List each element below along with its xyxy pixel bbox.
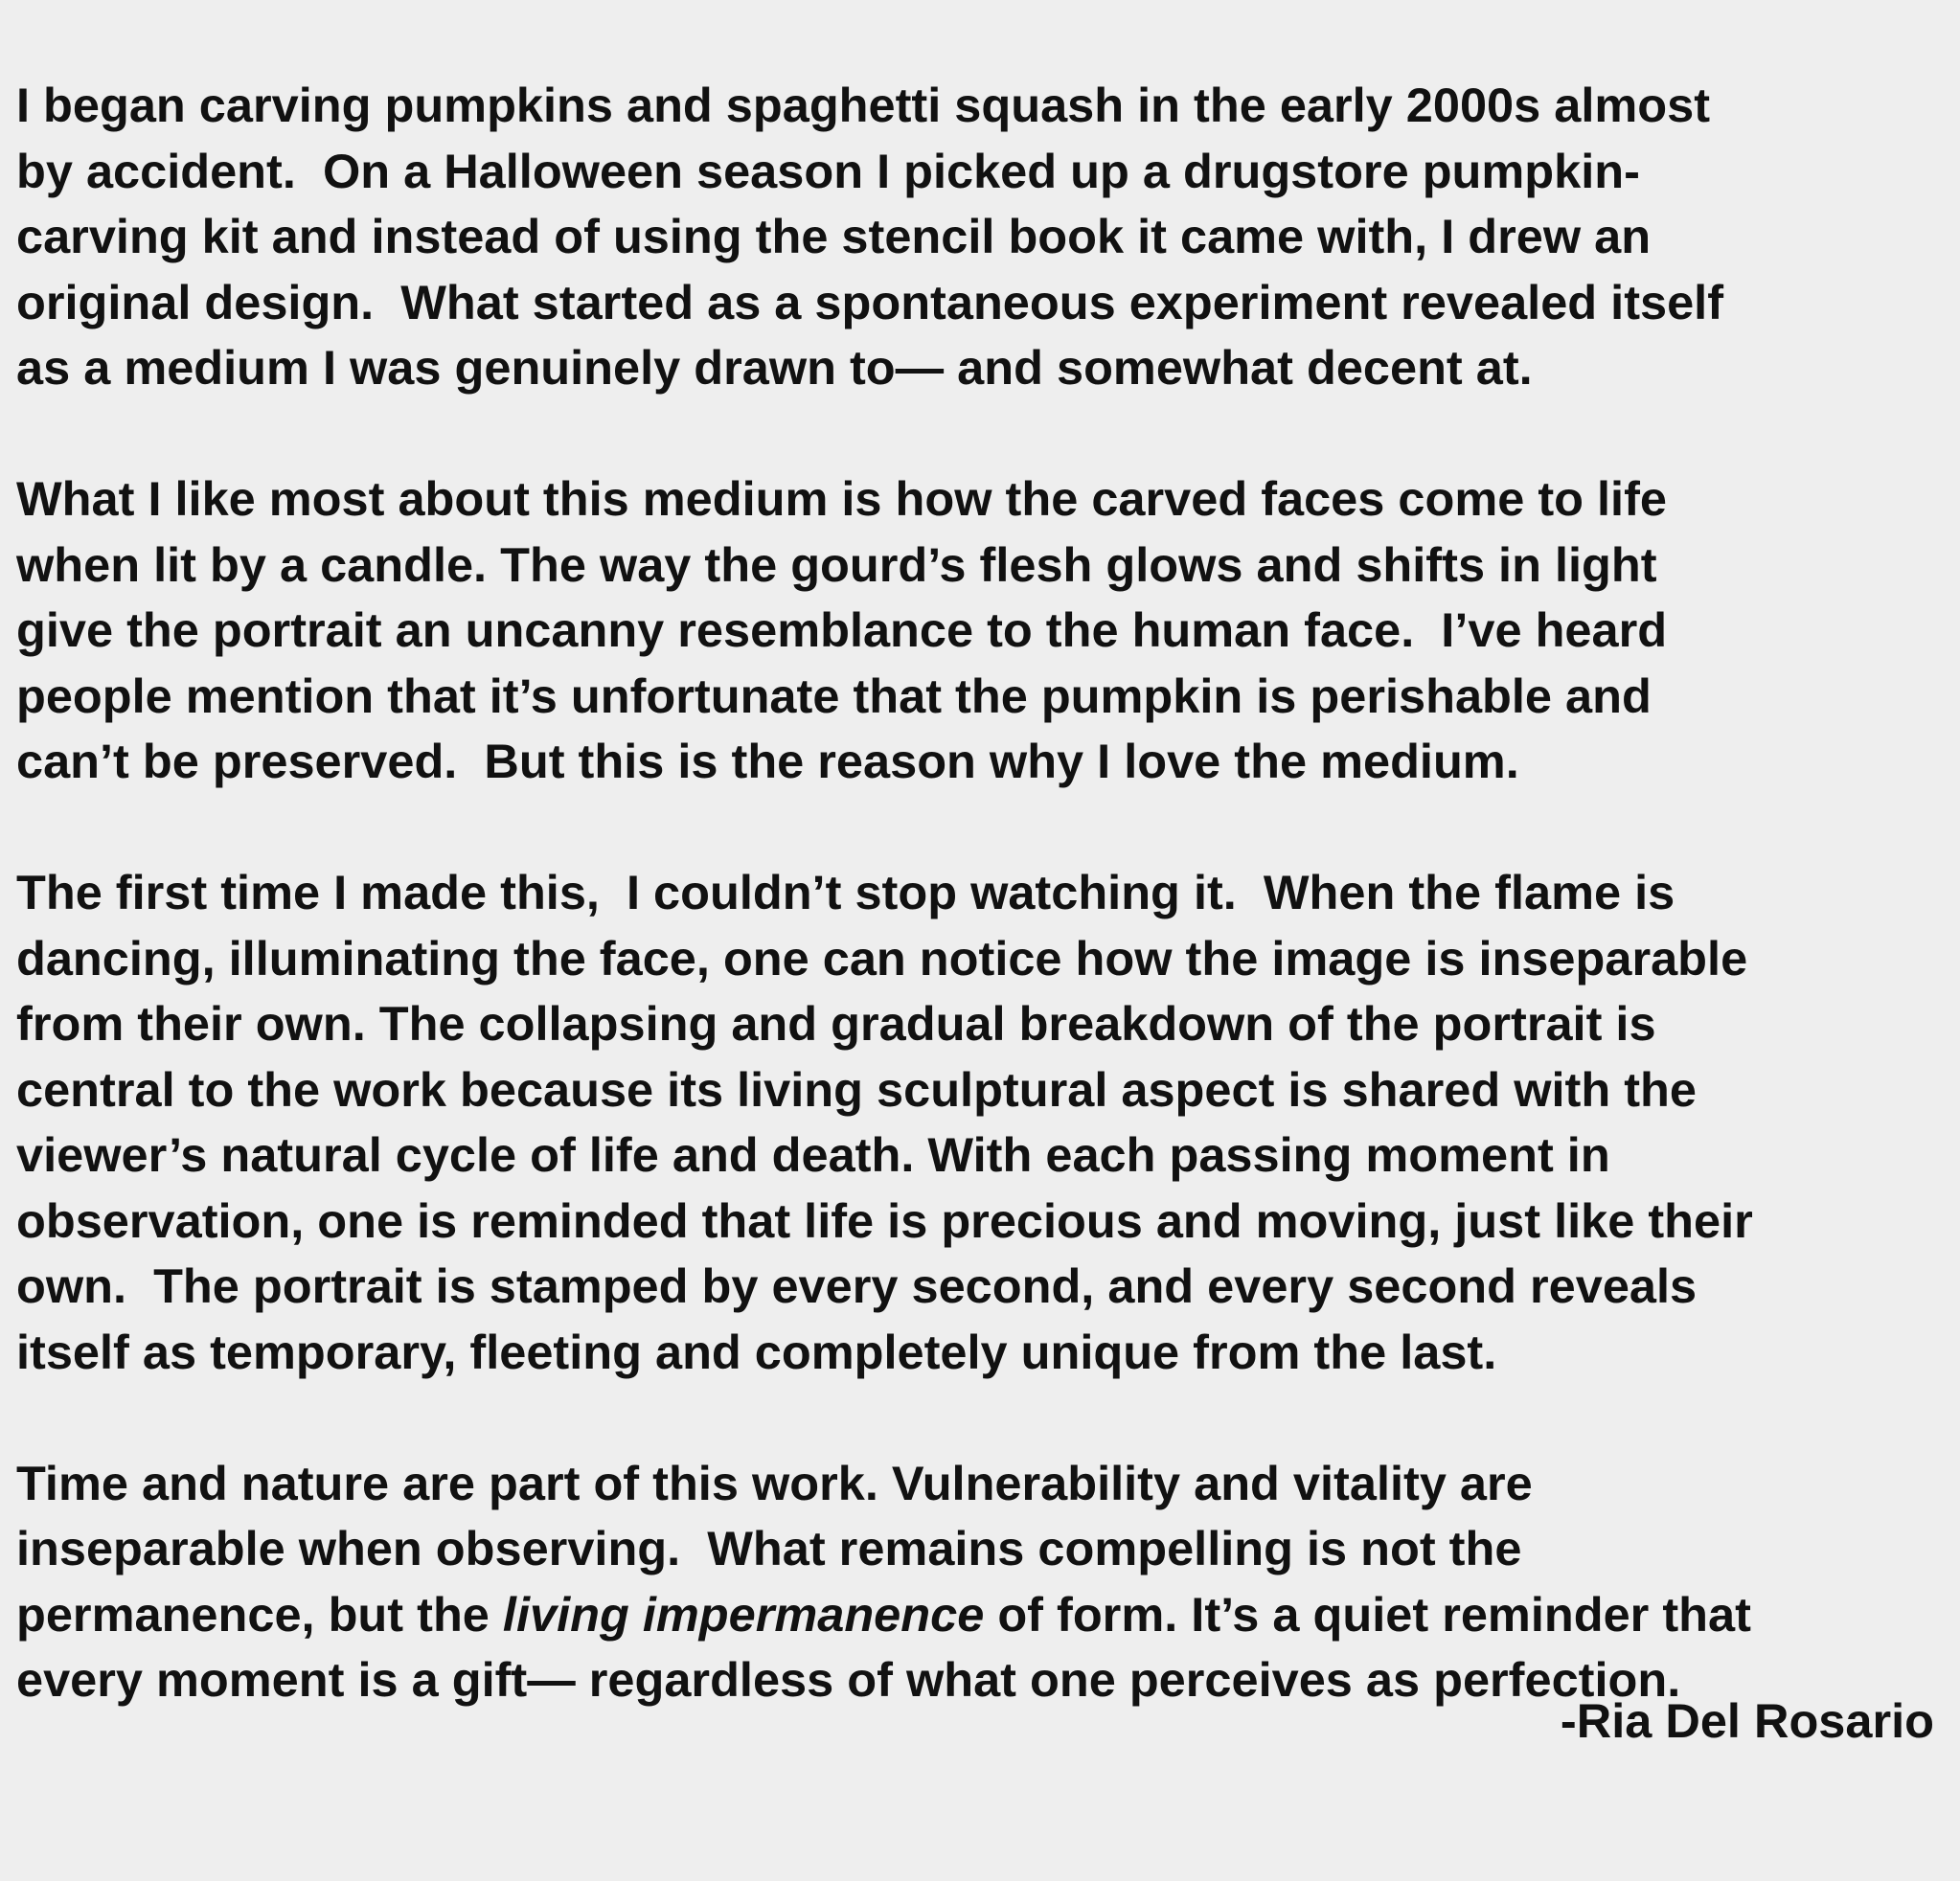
paragraph-line: The first time I made this, I couldn’t stop watching it. When the flame is (16, 865, 1675, 919)
paragraph-line: central to the work because its living sculptural aspect is shared with the (16, 1061, 1697, 1117)
paragraph-2 (16, 466, 1942, 795)
paragraph-spacer (16, 1385, 1942, 1451)
paragraph-line: people mention that it’s unfortunate that the pumpkin is perishable and (16, 668, 1652, 723)
paragraph-line: original design. What started as a spontaneous experiment revealed itself (16, 274, 1724, 329)
paragraph-spacer (16, 401, 1942, 467)
paragraph-line: inseparable when observing. What remains compelling is not the (16, 1521, 1522, 1575)
paragraph-line: as a medium I was genuinely drawn to— and somewhat decent at. (16, 340, 1533, 395)
paragraph-line (16, 1582, 1942, 1648)
paragraph-line: Time and nature are part of this work. Vulnerability and vitality are (16, 1455, 1533, 1510)
paragraph-line: from their own. The collapsing and gradual breakdown of the portrait is (16, 996, 1656, 1051)
paragraph-line: What I like most about this medium is how the carved faces come to life (16, 471, 1667, 526)
line-text-before-emphasis: permanence, but the (16, 1586, 503, 1642)
paragraph-line: own. The portrait is stamped by every second, and every second reveals (16, 1258, 1698, 1313)
paragraph-line: by accident. On a Halloween season I picked up a drugstore pumpkin- (16, 143, 1640, 198)
paragraph-3 (16, 860, 1942, 1385)
paragraph-line: give the portrait an uncanny resemblance to the human face. I’ve heard (16, 602, 1668, 657)
paragraph-line: itself as temporary, fleeting and completely unique from the last. (16, 1324, 1497, 1379)
paragraph-line: I began carving pumpkins and spaghetti squash in the early 2000s almost (16, 78, 1711, 132)
paragraph-line: observation, one is reminded that life is precious and moving, just like their (16, 1192, 1753, 1248)
paragraph-line: viewer’s natural cycle of life and death. With each passing moment in (16, 1127, 1610, 1182)
paragraph-line: can’t be preserved. But this is the reason why I love the medium. (16, 734, 1519, 788)
paragraph-line: when lit by a candle. The way the gourd’s flesh glows and shifts in light (16, 536, 1657, 592)
artist-statement (16, 73, 1942, 1713)
paragraph-line: every moment is a gift— regardless of what one perceives as perfection. (16, 1652, 1681, 1707)
paragraph-1 (16, 73, 1942, 401)
author-signature: -Ria Del Rosario (1560, 1693, 1934, 1748)
emphasized-phrase: living impermanence (502, 1586, 985, 1642)
line-text-after-emphasis: of form. It’s a quiet reminder that (984, 1586, 1751, 1642)
paragraph-line: dancing, illuminating the face, one can notice how the image is inseparable (16, 930, 1748, 986)
paragraph-spacer (16, 795, 1942, 861)
paragraph-line: carving kit and instead of using the stencil book it came with, I drew an (16, 209, 1652, 263)
paragraph-4 (16, 1451, 1942, 1713)
